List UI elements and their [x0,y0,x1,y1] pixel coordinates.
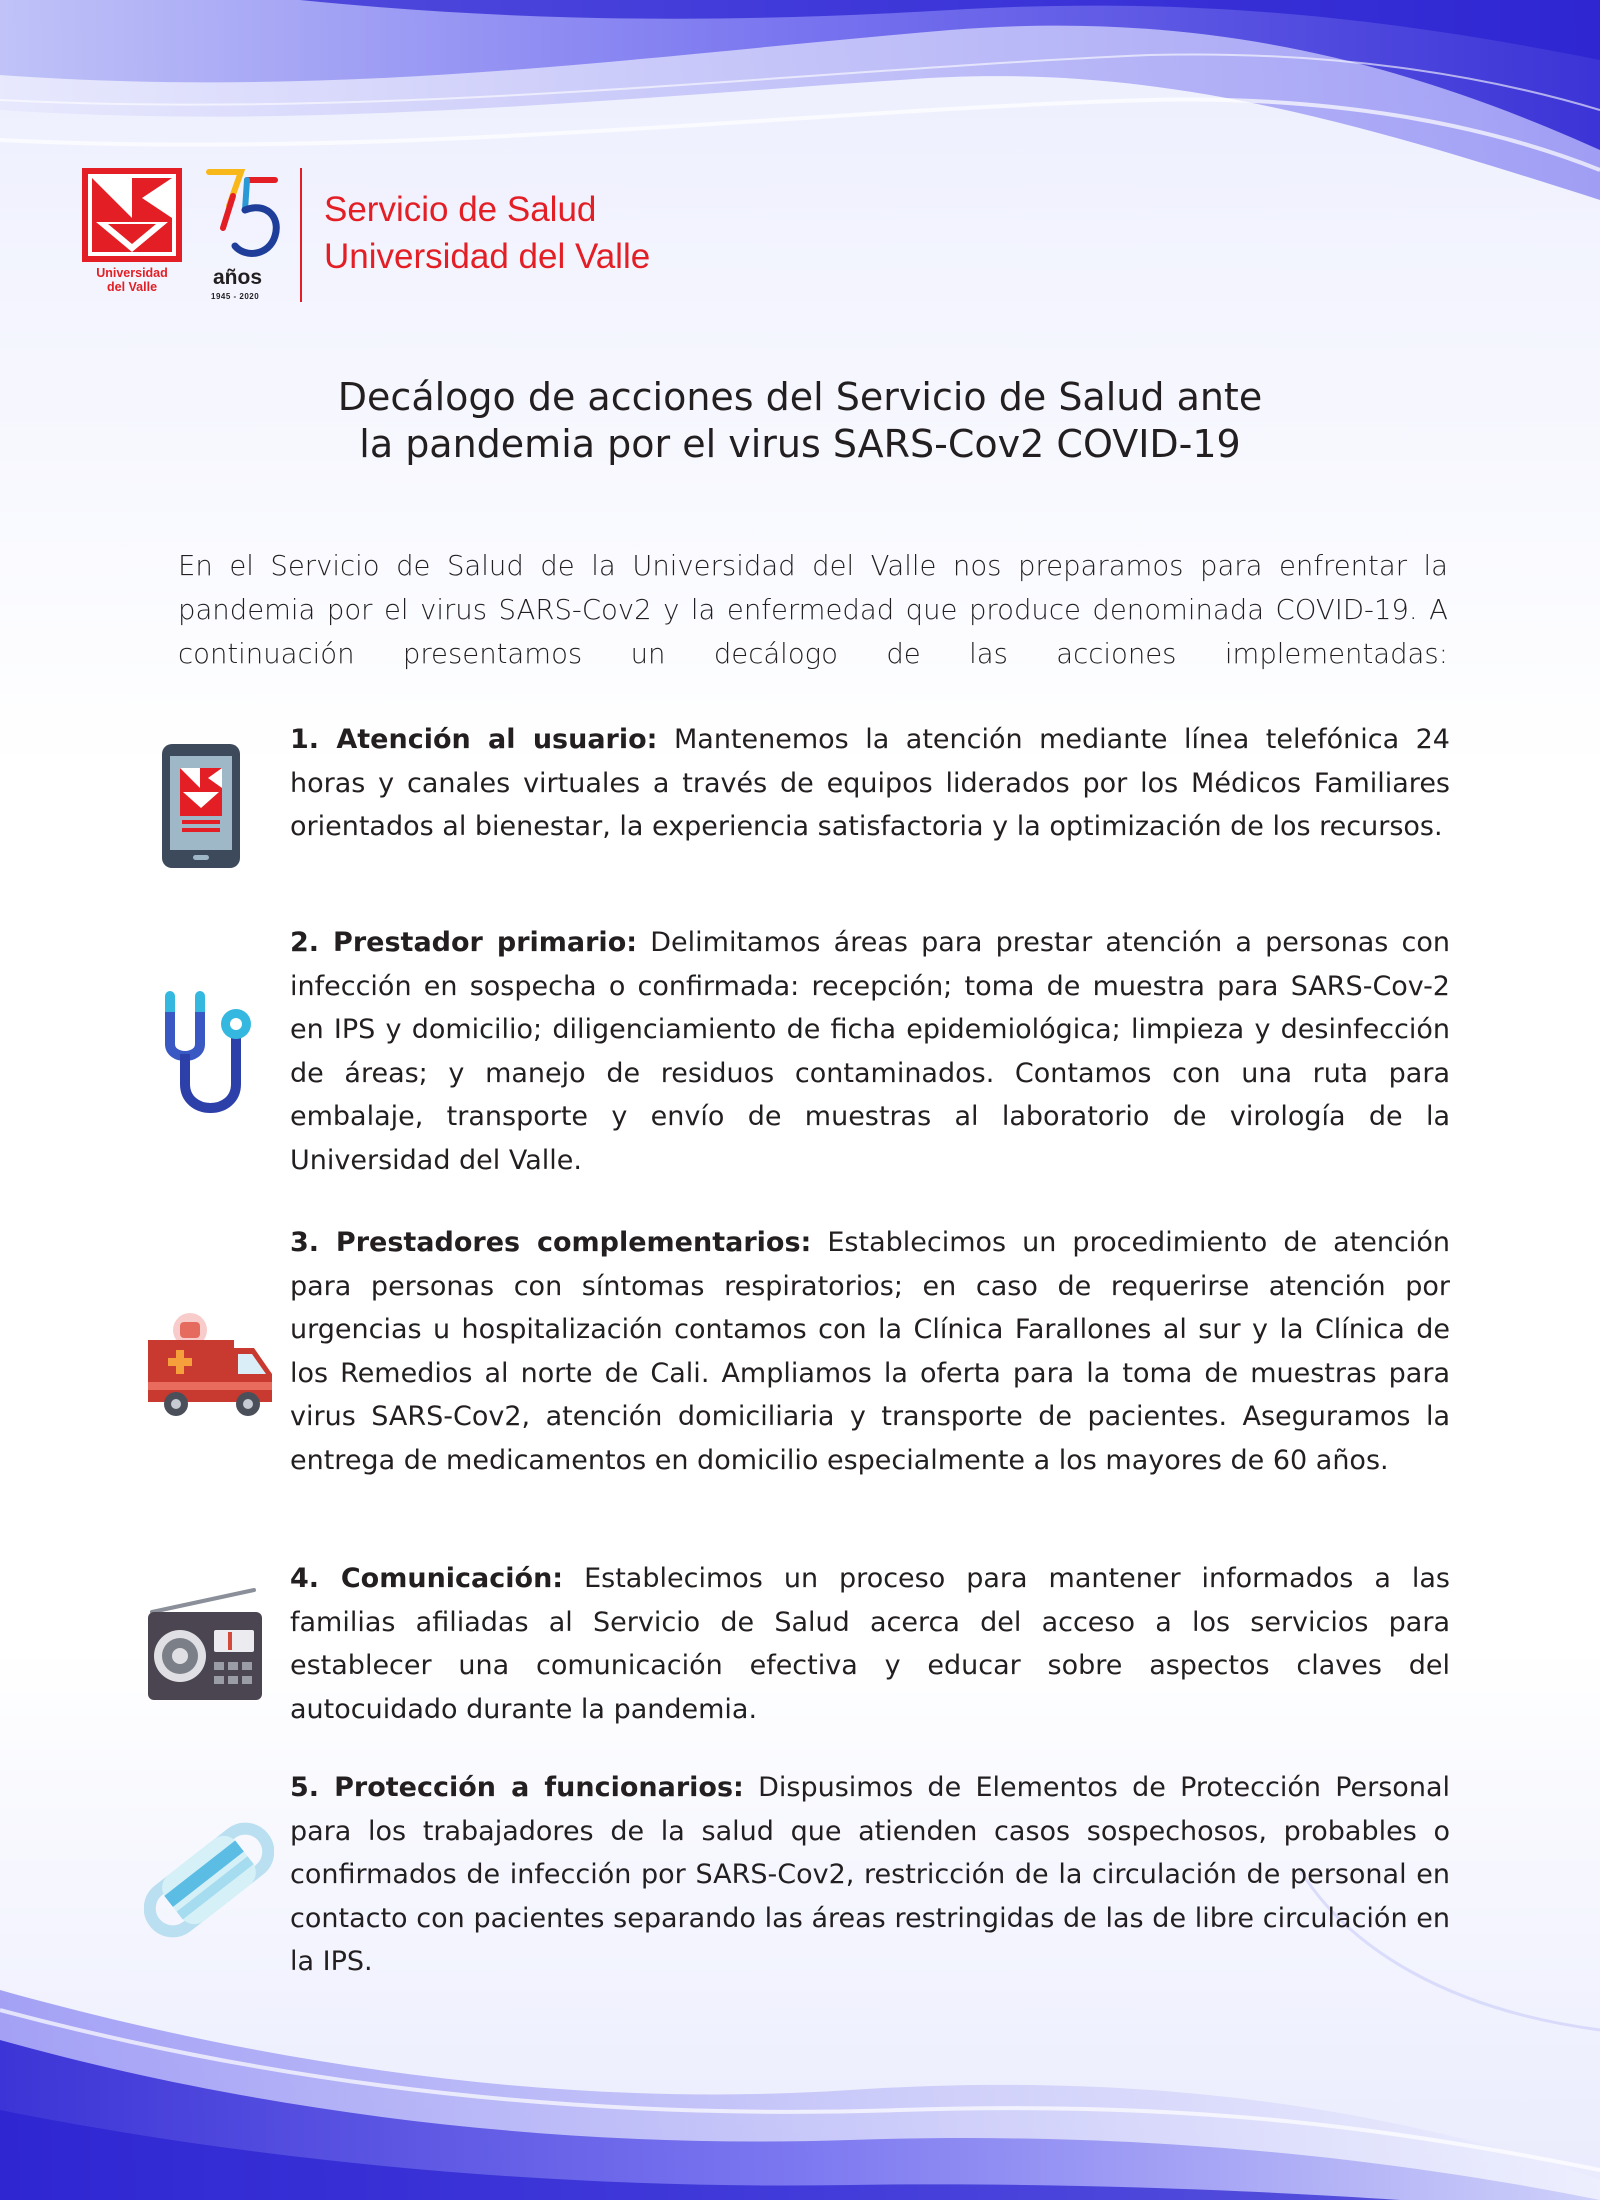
item-heading: 4. Comunicación: [290,1563,564,1594]
ambulance-icon [146,1312,276,1420]
org-name-line2: Universidad del Valle [324,237,651,276]
anniversary-75-logo [205,166,285,306]
item-heading: 3. Prestadores complementarios: [290,1227,812,1258]
item-body: Establecimos un procedimiento de atención para personas con síntomas respiratorios; en caso de requerirse atención por urgencias u hospitalización contamos con la Clínica Farallones al sur y la Clínica de los Remedios al norte de Cali. Ampliamos la oferta para la toma de muestras para virus SARS-Cov2, atención domiciliaria y transporte de pacientes. Aseguramos la entrega de medicamentos en domicilio especialmente a los mayores de 60 años. [290,1227,1450,1476]
item-heading: 1. Atención al usuario: [290,724,658,755]
list-item [290,1557,1450,1731]
title-line2: la pandemia por el virus SARS-Cov2 COVID-19 [359,422,1241,466]
anniversary-years: 1945 - 2020 [211,292,260,301]
list-item [290,921,1450,1182]
anniversary-label: años [213,266,263,289]
page-title [160,374,1440,468]
item-body: Mantenemos la atención mediante línea telefónica 24 horas y canales virtuales a través de equipos liderados por los Médicos Familiares orientados al bienestar, la experiencia satisfactoria y la optimización de los recursos. [290,724,1450,842]
list-item [290,1221,1450,1482]
title-line1: Decálogo de acciones del Servicio de Salud ante [337,375,1263,419]
item-body: Delimitamos áreas para prestar atención a personas con infección en sospecha o confirmada: recepción; toma de muestra para SARS-Cov-2 en IPS y domicilio; diligenciamiento de ficha epidemiológica; limpieza y desinfección de áreas; y manejo de residuos contaminados. Contamos con una ruta para embalaje, transporte y envío de muestras al laboratorio de virología de la Universidad del Valle. [290,927,1450,1176]
item-heading: 2. Prestador primario: [290,927,638,958]
stethoscope-icon [156,988,260,1122]
univalle-mark-icon [82,168,182,262]
seventy-five-icon [205,166,285,266]
radio-icon [146,1582,264,1704]
smartphone-icon [160,742,242,870]
univalle-logo-text: Universidad del Valle [96,266,168,294]
organization-name [324,186,650,280]
item-heading: 5. Protección a funcionarios: [290,1772,744,1803]
intro-paragraph: En el Servicio de Salud de la Universidad del Valle nos preparamos para enfrentar la pandemia por el virus SARS-Cov2 y la enfermedad que produce denominada COVID-19. A continuación presentamos un decálogo de las acciones implementadas: [178,550,1448,670]
org-name-line1: Servicio de Salud [324,190,597,229]
item-body: Dispusimos de Elementos de Protección Personal para los trabajadores de la salud que atienden casos sospechosos, probables o confirmados de infección por SARS-Cov2, restricción de la circulación de personal en contacto con pacientes separando las áreas restringidas de las de libre circulación en la IPS. [290,1772,1450,1977]
list-item [290,718,1450,849]
list-item [290,1766,1450,1984]
header-divider [300,168,302,302]
universidad-del-valle-logo [82,168,182,296]
face-mask-icon [144,1815,274,1945]
item-body: Establecimos un proceso para mantener informados a las familias afiliadas al Servicio de Salud acerca del acceso a los servicios para establecer una comunicación efectiva y educar sobre aspectos claves del autocuidado durante la pandemia. [290,1563,1450,1725]
